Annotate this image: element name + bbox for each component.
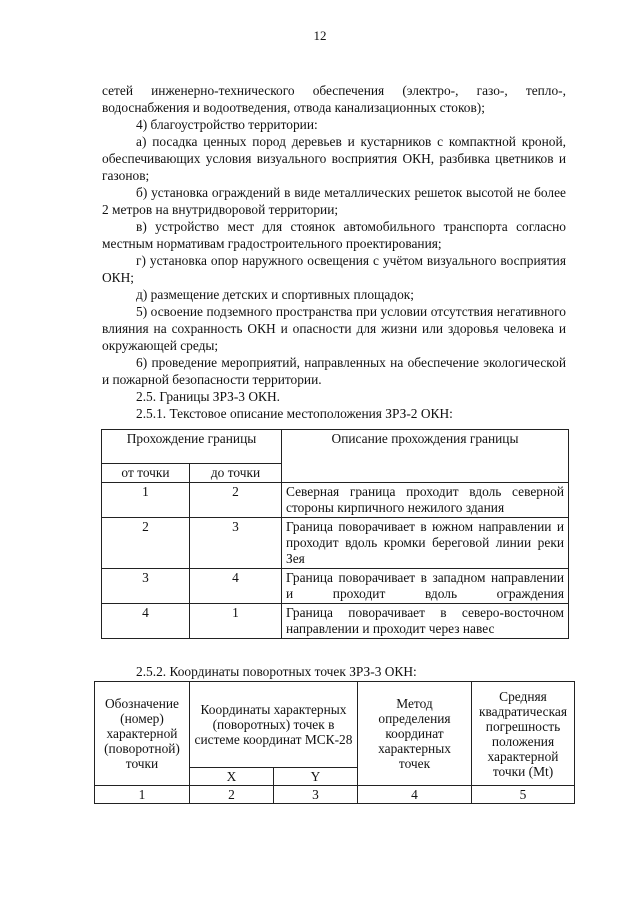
- cell-description: Граница поворачивает в северо-восточном направлении и проходит через навес: [282, 604, 569, 639]
- subsection-heading: 2.5.1. Текстовое описание местоположения ЗРЗ-2 ОКН:: [136, 406, 453, 421]
- header-method: Метод определения координат характерных точек: [358, 682, 472, 786]
- paragraph: д) размещение детских и спортивных площадок;: [136, 287, 414, 302]
- column-number: 1: [95, 786, 190, 804]
- cell-to: 4: [190, 569, 282, 604]
- paragraph: 4) благоустройство территории:: [136, 117, 318, 132]
- cell-to: 1: [190, 604, 282, 639]
- column-number: 3: [274, 786, 358, 804]
- paragraph: г) установка опор наружного освещения с учётом визуального восприятия ОКН;: [102, 253, 566, 285]
- cell-description: Граница поворачивает в южном направлении и проходит вдоль кромки береговой линии реки Зея: [282, 518, 569, 569]
- header-point-designation: Обозначение (номер) характерной (поворотной) точки: [95, 682, 190, 786]
- paragraph: водоснабжения и водоотведения, отвода канализационных стоков);: [102, 100, 485, 115]
- boundary-description-table: [101, 429, 569, 639]
- header-error: Средняя квадратическая погрешность положения характерной точки (Mt): [472, 682, 575, 786]
- column-number: 2: [190, 786, 274, 804]
- cell-to: 3: [190, 518, 282, 569]
- table-row: [102, 483, 569, 518]
- cell-from: 2: [102, 518, 190, 569]
- table-row: [95, 786, 575, 804]
- paragraph: б) установка ограждений в виде металлических решеток высотой не более 2 метров на внутридворовой территории;: [102, 185, 566, 217]
- header-coordinates: Координаты характерных (поворотных) точек в системе координат МСК-28: [190, 682, 358, 768]
- header-from-point: от точки: [102, 464, 190, 483]
- cell-from: 4: [102, 604, 190, 639]
- column-number: 5: [472, 786, 575, 804]
- subsection-heading: 2.5.2. Координаты поворотных точек ЗРЗ-3 ОКН:: [136, 664, 417, 679]
- table-row: [102, 518, 569, 569]
- section-heading: 2.5. Границы ЗРЗ-3 ОКН.: [136, 389, 280, 404]
- header-x: X: [190, 768, 274, 786]
- header-y: Y: [274, 768, 358, 786]
- paragraph: 6) проведение мероприятий, направленных на обеспечение экологической и пожарной безопасности территории.: [102, 355, 566, 387]
- paragraph: а) посадка ценных пород деревьев и кустарников с компактной кроной, обеспечивающих условия визуального восприятия ОКН, разбивка цветников и газонов;: [102, 134, 566, 183]
- paragraph: сетей инженерно-технического обеспечения (электро-, газо-, тепло-,: [102, 83, 566, 98]
- table-row: [102, 569, 569, 604]
- header-passage: Прохождение границы: [102, 430, 282, 464]
- header-description: Описание прохождения границы: [282, 430, 569, 483]
- coordinates-table: [94, 681, 575, 804]
- page-number: 12: [313, 28, 327, 43]
- cell-from: 1: [102, 483, 190, 518]
- header-to-point: до точки: [190, 464, 282, 483]
- cell-description: Северная граница проходит вдоль северной стороны кирпичного нежилого здания: [282, 483, 569, 518]
- cell-to: 2: [190, 483, 282, 518]
- cell-description: Граница поворачивает в западном направлении и проходит вдоль ограждения: [282, 569, 569, 604]
- cell-from: 3: [102, 569, 190, 604]
- body-text: [102, 82, 566, 422]
- paragraph: 5) освоение подземного пространства при условии отсутствия негативного влияния на сохранность ОКН и опасности для жизни или здоровья человека и окружающей среды;: [102, 304, 566, 353]
- paragraph: в) устройство мест для стоянок автомобильного транспорта согласно местным нормативам градостроительного проектирования;: [102, 219, 566, 251]
- column-number: 4: [358, 786, 472, 804]
- table-row: [102, 604, 569, 639]
